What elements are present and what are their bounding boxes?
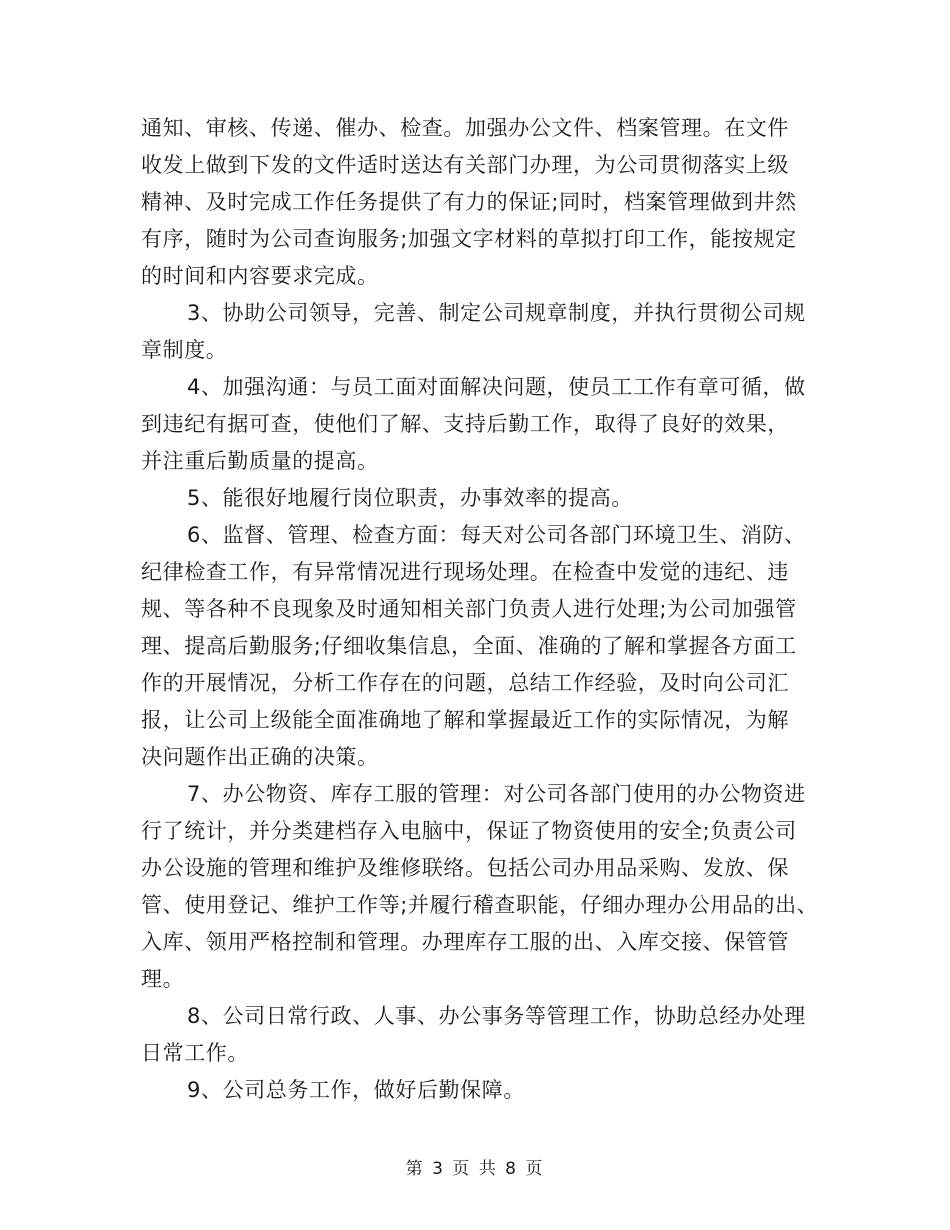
body-line-5: 的时间和内容要求完成。 [141, 264, 379, 288]
item-4-line-2: 到违纪有据可查，使他们了解、支持后勤工作，取得了良好的效果， [141, 412, 789, 436]
item-3-line-2: 章制度。 [141, 338, 228, 362]
item-8-line-2: 日常工作。 [141, 1041, 249, 1065]
item-4-line-3: 并注重后勤质量的提高。 [141, 449, 379, 473]
item-7-line-4: 管、使用登记、维护工作等;并履行稽查职能，仔细办理办公用品的出、 [141, 893, 819, 917]
body-line-3: 精神、及时完成工作任务提供了有力的保证;同时，档案管理做到井然 [141, 190, 797, 214]
item-6-line-4: 理、提高后勤服务;仔细收集信息，全面、准确的了解和掌握各方面工 [141, 634, 797, 658]
item-3-line-1: 3、协助公司领导，完善、制定公司规章制度，并执行贯彻公司规 [187, 301, 806, 325]
item-7-line-1: 7、办公物资、库存工服的管理：对公司各部门使用的办公物资进 [187, 782, 806, 806]
item-4-line-1: 4、加强沟通：与员工面对面解决问题，使员工工作有章可循，做 [187, 375, 806, 399]
item-5-line-1: 5、能很好地履行岗位职责，办事效率的提高。 [187, 486, 633, 510]
item-8-line-1: 8、公司日常行政、人事、办公事务等管理工作，协助总经办处理 [187, 1004, 806, 1028]
item-9-line-1: 9、公司总务工作，做好后勤保障。 [187, 1078, 525, 1102]
item-6-line-5: 作的开展情况，分析工作存在的问题，总结工作经验，及时向公司汇 [141, 671, 789, 695]
item-6-line-6: 报，让公司上级能全面准确地了解和掌握最近工作的实际情况，为解 [141, 708, 789, 732]
body-line-4: 有序，随时为公司查询服务;加强文字材料的草拟打印工作，能按规定 [141, 227, 797, 251]
item-7-line-6: 理。 [141, 967, 185, 991]
body-line-2: 收发上做到下发的文件适时送达有关部门办理，为公司贯彻落实上级 [141, 153, 789, 177]
item-7-line-2: 行了统计，并分类建档存入电脑中，保证了物资使用的安全;负责公司 [141, 819, 797, 843]
item-6-line-2: 纪律检查工作，有异常情况进行现场处理。在检查中发觉的违纪、违 [141, 560, 789, 584]
page-number-footer: 第 3 页 共 8 页 [405, 1159, 545, 1179]
item-7-line-5: 入库、领用严格控制和管理。办理库存工服的出、入库交接、保管管 [141, 930, 789, 954]
item-6-line-3: 规、等各种不良现象及时通知相关部门负责人进行处理;为公司加强管 [141, 597, 797, 621]
body-line-1: 通知、审核、传递、催办、检查。加强办公文件、档案管理。在文件 [141, 116, 789, 140]
document-body [141, 110, 821, 1109]
item-7-line-3: 办公设施的管理和维护及维修联络。包括公司办用品采购、发放、保 [141, 856, 789, 880]
item-6-line-7: 决问题作出正确的决策。 [141, 745, 379, 769]
item-6-line-1: 6、监督、管理、检查方面：每天对公司各部门环境卫生、消防、 [187, 523, 806, 547]
